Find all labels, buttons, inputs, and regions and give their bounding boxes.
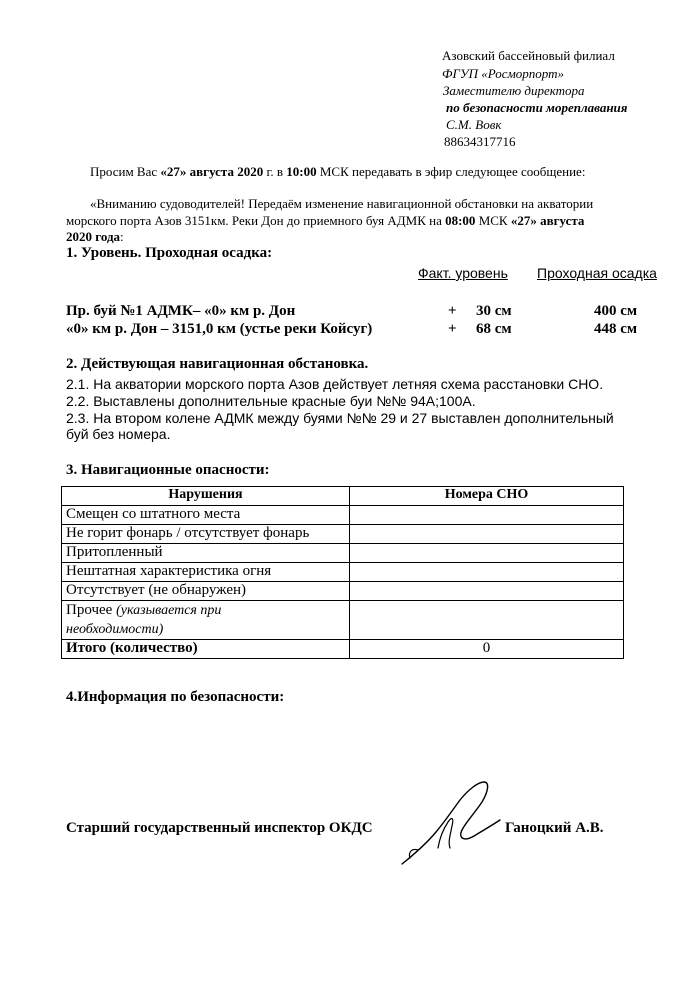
message-line-3 [66, 228, 124, 245]
table-header-row [62, 487, 624, 506]
request-text-1: Просим Вас [90, 164, 161, 179]
level-row-1-draft: 400 см [594, 303, 638, 319]
section3-title: 3. Навигационные опасности: [66, 462, 270, 478]
addressee-phone: 88634317716 [444, 134, 516, 149]
addressee-org: Азовский бассейновый филиал [442, 48, 615, 63]
request-line [90, 163, 585, 180]
message-time: 08:00 [445, 213, 476, 228]
table-row [62, 582, 624, 601]
table-row [62, 525, 624, 544]
row-value [350, 525, 624, 544]
signature-name: Ганоцкий А.В. [505, 820, 604, 836]
handwritten-signature [398, 778, 504, 870]
row-label: Нештатная характеристика огня [62, 563, 350, 582]
row-label-other [62, 601, 350, 640]
level-row-2-draft: 448 см [594, 321, 638, 337]
total-value: 0 [350, 640, 624, 659]
message-line-1: «Вниманию судоводителей! Передаём изменение навигационной обстановки на акватории [90, 196, 594, 211]
level-row-1-sign: + [448, 303, 457, 319]
other-note-2: необходимости) [66, 622, 164, 637]
table-row [62, 506, 624, 525]
addressee-name: С.М. Вовк [446, 117, 502, 132]
level-row-2-sign: + [448, 321, 457, 337]
table-row-other [62, 601, 624, 640]
level-row-2-level: 68 см [476, 321, 512, 337]
section1-title: 1. Уровень. Проходная осадка: [66, 245, 273, 261]
message-year: 2020 года [66, 229, 121, 244]
column-draft: Проходная осадка [537, 265, 657, 281]
addressee-department: по безопасности мореплавания [446, 100, 628, 115]
nav-item-2-3-cont: буй без номера. [66, 426, 171, 442]
hazards-table [61, 486, 624, 659]
row-label: Отсутствует (не обнаружен) [62, 582, 350, 601]
row-value [350, 563, 624, 582]
table-row [62, 563, 624, 582]
other-label: Прочее [66, 602, 117, 618]
nav-item-2-3: 2.3. На втором колене АДМК между буями №№ 29 и 27 выставлен дополнительный [66, 410, 614, 426]
row-value [350, 544, 624, 563]
row-label: Притопленный [62, 544, 350, 563]
request-text-2: г. в [263, 164, 287, 179]
signature-position: Старший государственный инспектор ОКДС [66, 820, 373, 836]
header-violations: Нарушения [62, 487, 350, 506]
row-label: Смещен со штатного места [62, 506, 350, 525]
request-text-3: МСК передавать в эфир следующее сообщение: [316, 164, 586, 179]
table-row-total [62, 640, 624, 659]
table-row [62, 544, 624, 563]
message-text-2a: морского порта Азов 3151км. Реки Дон до приемного буя АДМК на [66, 213, 446, 228]
addressee-company: ФГУП «Росморпорт» [442, 66, 564, 81]
level-row-2-name: «0» км р. Дон – 3151,0 км (устье реки Койсуг) [66, 321, 373, 337]
message-line-2 [66, 212, 584, 229]
request-date: «27» августа 2020 [160, 164, 264, 179]
header-sno-numbers: Номера СНО [350, 487, 624, 506]
row-value-other [350, 601, 624, 640]
row-value [350, 506, 624, 525]
row-label: Не горит фонарь / отсутствует фонарь [62, 525, 350, 544]
column-fact-level: Факт. уровень [418, 265, 508, 281]
message-text-2b: МСК [475, 213, 511, 228]
nav-item-2-2: 2.2. Выставлены дополнительные красные буи №№ 94А;100А. [66, 393, 476, 409]
request-time: 10:00 [286, 164, 317, 179]
other-note-1: (указывается при [116, 603, 222, 618]
section2-title: 2. Действующая навигационная обстановка. [66, 356, 369, 372]
level-row-1-level: 30 см [476, 303, 512, 319]
addressee-position: Заместителю директора [443, 83, 585, 98]
level-row-1-name: Пр. буй №1 АДМК– «0» км р. Дон [66, 303, 296, 319]
section4-title: 4.Информация по безопасности: [66, 689, 285, 705]
row-value [350, 582, 624, 601]
total-label: Итого (количество) [62, 640, 350, 659]
nav-item-2-1: 2.1. На акватории морского порта Азов действует летняя схема расстановки СНО. [66, 376, 604, 392]
message-colon: : [120, 229, 124, 244]
message-date: «27» августа [510, 213, 585, 228]
